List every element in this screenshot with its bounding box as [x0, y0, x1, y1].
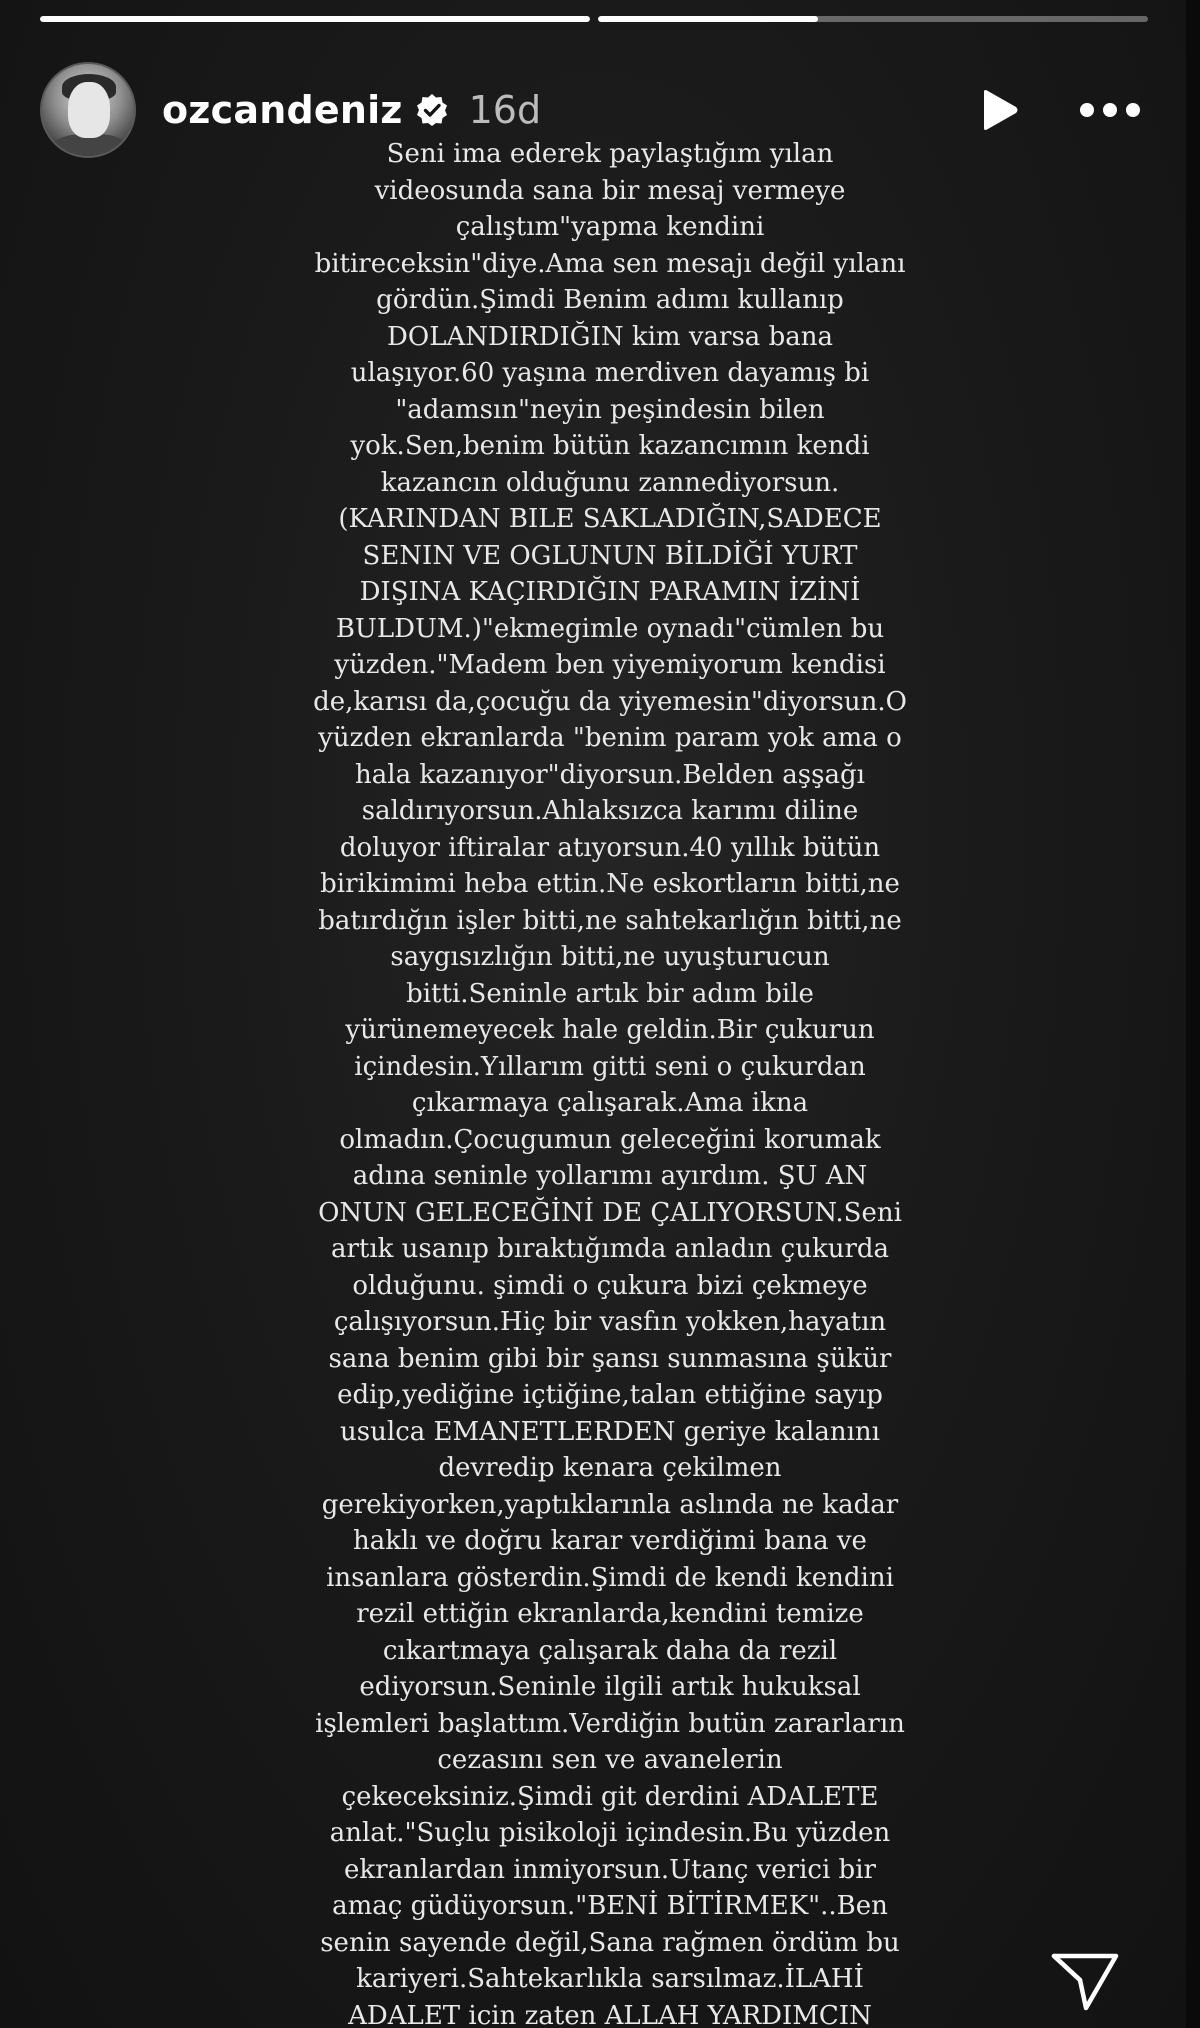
text-line: hala kazanıyor"diyorsun.Belden aşşağı — [355, 759, 865, 790]
text-line: anlat."Suçlu pisikoloji içindesin.Bu yüzden — [329, 1818, 891, 1848]
text-line: yüzden."Madem ben yiyemiyorum kendisi — [334, 650, 886, 680]
text-line: yürünemeyecek hale geldin.Bir çukurun — [345, 1015, 875, 1045]
text-line: yüzden ekranlarda "benim param yok ama o — [318, 723, 902, 753]
text-line: bitireceksin"diye.Ama sen mesajı değil yılanı — [314, 248, 906, 279]
text-line: batırdığın işler bitti,ne sahtekarlığın bitti,ne — [318, 905, 902, 936]
send-icon[interactable] — [1050, 1950, 1120, 2012]
text-line: çalıştım"yapma kendini — [455, 212, 765, 242]
text-line: artık usanıp bıraktığımda anladın çukurda — [330, 1234, 890, 1264]
username[interactable]: ozcandeniz — [162, 88, 403, 132]
text-line: birikimimi heba ettin.Ne eskortların bitti,ne — [320, 869, 900, 899]
text-line: yok.Sen,benim bütün kazancımın kendi — [350, 431, 870, 461]
text-line: (KARINDAN BILE SAKLADIĞIN,SADECE — [338, 504, 882, 534]
text-line: saygısızlığın bitti,ne uyuşturucun — [390, 942, 830, 972]
text-line: çalışıyorsun.Hiç bir vasfın yokken,hayatın — [333, 1307, 887, 1337]
text-line: cezasını sen ve avanelerin — [437, 1745, 783, 1775]
text-line: içindesin.Yıllarım gitti seni o çukurdan — [354, 1051, 866, 1082]
text-line: SENIN VE OGLUNUN BİLDİĞİ YURT — [362, 540, 858, 571]
text-line: DIŞINA KAÇIRDIĞIN PARAMIN İZİNİ — [359, 577, 861, 607]
text-line: kariyeri.Sahtekarlıkla sarsılmaz.İLAHİ — [356, 1964, 864, 1994]
text-line: olduğunu. şimdi o çukura bizi çekmeye — [352, 1270, 868, 1301]
text-line: BULDUM.)"ekmegimle oynadı"cümlen bu — [335, 613, 885, 644]
play-icon[interactable] — [978, 88, 1020, 132]
progress-segment-1 — [40, 16, 590, 22]
text-line: gerekiyorken,yaptıklarınla aslında ne kadar — [321, 1489, 899, 1520]
text-line: Seni ima ederek paylaştığım yılan — [386, 139, 834, 169]
text-line: DOLANDIRDIĞIN kim varsa bana — [387, 321, 833, 352]
text-line: saldırıyorsun.Ahlaksızca karımı diline — [361, 796, 859, 826]
text-line: ulaşıyor.60 yaşına merdiven dayamış bi — [350, 358, 870, 388]
text-line: bitti.Seninle artık bir adım bile — [406, 978, 814, 1009]
text-line: olmadın.Çocugumun geleceğini korumak — [339, 1124, 881, 1155]
text-line: insanlara gösterdin.Şimdi de kendi kendini — [326, 1562, 894, 1593]
progress-segment-2 — [598, 16, 1148, 22]
text-line: haklı ve doğru karar verdiğimi bana ve — [353, 1526, 867, 1556]
text-line: rezil ettiğin ekranlarda,kendini temize — [356, 1599, 864, 1629]
text-line: ADALET icin zaten ALLAH YARDIMCIN — [348, 2000, 872, 2028]
text-line: videosunda sana bir mesaj vermeye — [374, 175, 846, 206]
text-line: çekeceksiniz.Şimdi git derdini ADALETE — [341, 1781, 879, 1812]
text-line: amaç güdüyorsun."BENİ BİTİRMEK"..Ben — [332, 1891, 888, 1921]
story-controls — [978, 88, 1144, 132]
text-line: ediyorsun.Seninle ilgili artık hukuksal — [359, 1672, 861, 1702]
text-line: edip,yediğine içtiğine,talan ettiğine sayıp — [337, 1380, 883, 1410]
text-line: usulca EMANETLERDEN geriye kalanını — [340, 1416, 880, 1447]
story-text — [300, 136, 920, 2028]
more-options-icon[interactable] — [1080, 102, 1144, 118]
text-line: sana benim gibi bir şansı sunmasına şükür — [328, 1343, 892, 1374]
text-line: kazancın olduğunu zannediyorsun. — [380, 467, 840, 498]
text-line: çıkarmaya çalışarak.Ama ikna — [411, 1088, 809, 1118]
verified-badge-icon — [415, 93, 449, 127]
avatar[interactable] — [40, 62, 136, 158]
text-line: devredip kenara çekilmen — [438, 1453, 782, 1483]
text-line: senin sayende değil,Sana rağmen ördüm bu — [320, 1927, 900, 1958]
text-line: adına seninle yollarımı ayırdım. ŞU AN — [352, 1161, 868, 1191]
text-line: işlemleri başlattım.Verdiğin butün zararların — [315, 1708, 905, 1739]
text-line: de,karısı da,çocuğu da yiyemesin"diyorsun.O — [313, 686, 907, 717]
text-line: gördün.Şimdi Benim adımı kullanıp — [376, 285, 844, 315]
text-line: ekranlardan inmiyorsun.Utanç verici bir — [344, 1854, 876, 1885]
frame-edge — [1186, 0, 1200, 2028]
text-line: doluyor iftiralar atıyorsun.40 yıllık bütün — [339, 832, 881, 863]
text-line: ONUN GELECEĞİNİ DE ÇALIYORSUN.Seni — [318, 1197, 902, 1228]
text-line: "adamsın"neyin peşindesin bilen — [395, 394, 825, 425]
text-line: cıkartmaya çalışarak daha da rezil — [382, 1635, 838, 1666]
story-progress-bar — [40, 16, 1148, 22]
story-timestamp: 16d — [468, 88, 542, 132]
